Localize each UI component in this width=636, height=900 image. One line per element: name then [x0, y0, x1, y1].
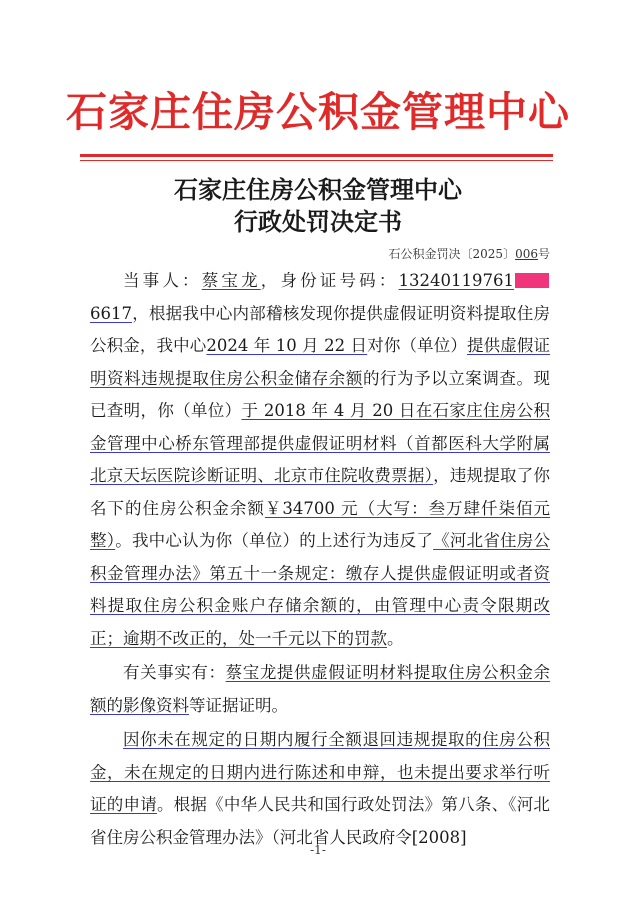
- text-segment: 。根据《中华人民共和国行政处罚法》第八条、《河北省住房公积金管理办法》（河北省人民政府令[2008]: [90, 795, 551, 847]
- document-number-suffix: 号: [537, 247, 550, 261]
- id-number-prefix: 13240119761: [398, 271, 515, 290]
- paragraph-parties: [90, 265, 550, 655]
- page-number: -1-: [310, 843, 326, 857]
- violation-details: 在石家庄住房公积金管理中心桥东管理部提供虚假证明材料（首都医科大学附属北京天坛医院诊断证明、北京市住院收费票据）: [90, 401, 550, 485]
- non-compliance-statement: 因你未在规定的日期内履行全额退回违规提取的住房公积金，未在规定的日期内进行陈述和申辩，也未提出要求举行听证的申请: [90, 730, 550, 814]
- violation-amount: ￥34700 元（大写：叁万肆仟柒佰元整）: [90, 498, 551, 550]
- paragraph-decision-basis: [90, 724, 550, 854]
- document-title-line2: 行政处罚决定书: [234, 207, 402, 236]
- document-number-prefix: 石公积金罚决〔2025〕: [388, 247, 516, 261]
- violation-date: 于 2018 年 4 月 20 日: [241, 401, 416, 420]
- text-segment: 的行为予以立案调查。现已查明，你（单位）: [90, 368, 551, 420]
- text-segment: 等证据证明。: [189, 695, 288, 715]
- legal-provision: 《河北省住房公积金管理办法》第五十一条规定：缴存人提供虚假证明或者资料提取住房公积金账户存储余额的，由管理中心责令限期改正；逾期不改正的，处一千元以下的罚款: [90, 531, 551, 648]
- document-number-value: 006: [515, 247, 538, 261]
- case-date: 2024 年 10 月 22 日: [206, 336, 368, 355]
- paragraph-evidence: [90, 657, 550, 722]
- text-segment: ，违规提取了你名下的住房公积金余额: [90, 466, 551, 518]
- text-segment: 。我中心认为你（单位）的上述行为违反了: [115, 531, 434, 550]
- id-number-suffix: 6617: [90, 303, 132, 323]
- text-segment: ，根据我中心内部稽核发现你提供虚假证明资料提取住房公积金，我中心: [90, 303, 550, 355]
- text-segment: ，身份证号码：: [260, 271, 399, 290]
- party-name: 蔡宝龙: [201, 271, 261, 290]
- document-body: [90, 265, 550, 854]
- letterhead-rule-thick: [80, 154, 553, 157]
- text-segment: 有关事实有：: [123, 663, 226, 682]
- text-segment: 。: [387, 628, 404, 648]
- violation-description: 提供虚假证明资料违规提取住房公积金储存余额: [90, 336, 551, 388]
- document-number: [389, 245, 550, 262]
- evidence-description: 蔡宝龙提供虚假证明材料提取住房公积金余额的影像资料: [90, 663, 551, 715]
- document-title-line1: 石家庄住房公积金管理中心: [174, 175, 462, 204]
- letterhead-title: 石家庄住房公积金管理中心: [66, 88, 570, 136]
- text-segment: 对你（单位）: [367, 336, 467, 355]
- letterhead-rule-thin: [80, 160, 553, 161]
- redaction-mark: [515, 273, 549, 288]
- text-segment: 当事人：: [123, 271, 202, 290]
